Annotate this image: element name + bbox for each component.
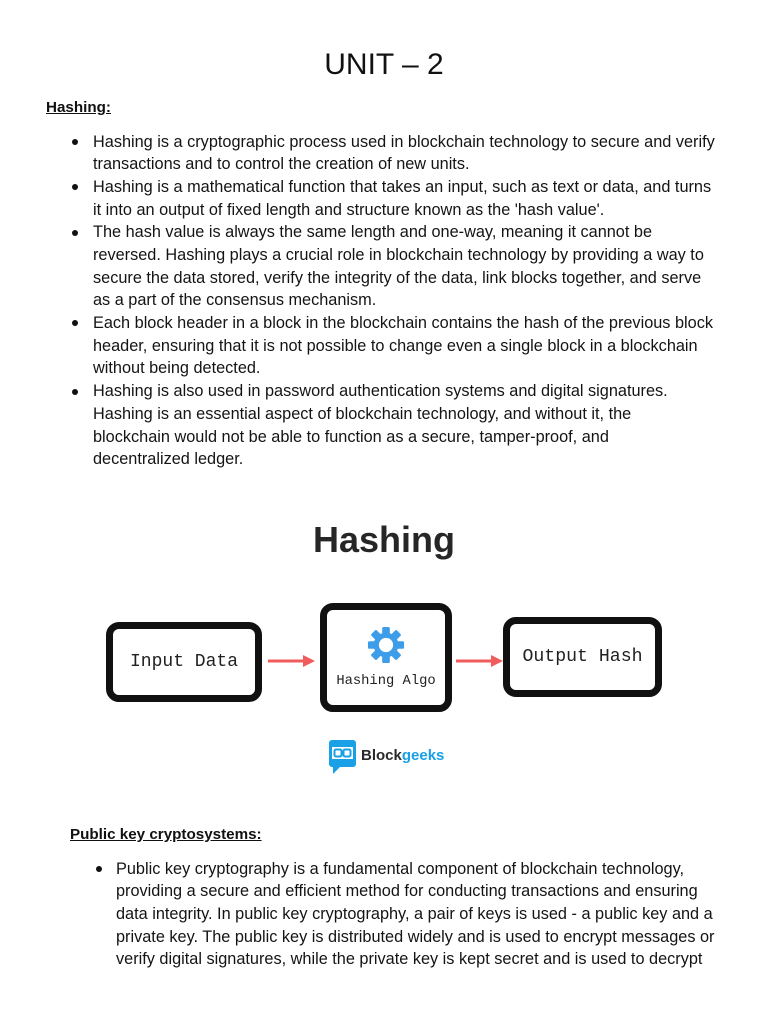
- list-item-line: providing a secure and efficient method for conducting transactions and ensuring: [116, 882, 698, 901]
- input-data-box: [106, 622, 262, 702]
- arrow-right-icon: [456, 652, 504, 670]
- output-hash-box: [503, 617, 662, 697]
- list-item-line: Public key cryptography is a fundamental component of blockchain technology,: [116, 859, 685, 878]
- hashing-bullet-list: [0, 131, 768, 471]
- list-item: [0, 858, 768, 971]
- list-item-line: reversed. Hashing plays a crucial role in blockchain technology by providing a way to: [93, 246, 704, 265]
- list-item: [0, 380, 768, 471]
- list-item-line: Hashing is also used in password authentication systems and digital signatures.: [93, 382, 668, 401]
- list-item-line: decentralized ledger.: [93, 450, 244, 469]
- list-item-line: Hashing is a mathematical function that takes an input, such as text or data, and turns: [93, 177, 712, 196]
- list-item-line: header, ensuring that it is not possible to change even a single block in a blockchain: [93, 336, 698, 355]
- bullet-marker: [72, 389, 78, 395]
- list-item: [0, 221, 768, 312]
- list-item-line: private key. The public key is distributed widely and is used to encrypt messages or: [116, 927, 715, 946]
- list-item-line: as a part of the consensus mechanism.: [93, 291, 377, 310]
- list-item-line: secure the data stored, verify the integrity of the data, link blocks together, and serve: [93, 268, 702, 287]
- list-item: [0, 176, 768, 221]
- bullet-marker: [72, 139, 78, 145]
- input-data-label: Input Data: [129, 652, 239, 672]
- blockgeeks-logo-icon: [329, 740, 356, 774]
- output-hash-label: Output Hash: [522, 647, 643, 667]
- list-item-line: blockchain would not be able to function as a secure, tamper-proof, and: [93, 427, 609, 446]
- bullet-marker: [72, 230, 78, 236]
- list-item-line: The hash value is always the same length and one-way, meaning it cannot be: [93, 223, 653, 242]
- hashing-algo-label: Hashing Algo: [336, 674, 436, 689]
- gear-icon: [367, 626, 405, 664]
- bullet-marker: [96, 866, 102, 872]
- public-key-bullet-list: [0, 858, 768, 971]
- hashing-algo-box: [320, 603, 452, 712]
- diagram-title: Hashing: [312, 519, 455, 560]
- page-title: UNIT – 2: [324, 48, 444, 81]
- section-heading-public-key: Public key cryptosystems:: [70, 826, 262, 843]
- list-item: [0, 131, 768, 176]
- list-item-line: verify digital signatures, while the private key is kept secret and is used to decrypt: [116, 950, 703, 969]
- list-item-line: Hashing is a cryptographic process used in blockchain technology to secure and verify: [93, 132, 715, 151]
- list-item-line: Hashing is an essential aspect of blockchain technology, and without it, the: [93, 404, 632, 423]
- logo-wordmark-geeks: geeks: [401, 747, 445, 764]
- list-item-line: Each block header in a block in the blockchain contains the hash of the previous block: [93, 314, 713, 333]
- blockgeeks-logo: [329, 740, 444, 774]
- section-heading-hashing: Hashing:: [46, 99, 111, 116]
- logo-wordmark: [361, 747, 444, 765]
- list-item-line: without being detected.: [93, 359, 261, 378]
- list-item-line: transactions and to control the creation of new units.: [93, 155, 470, 174]
- arrow-right-icon: [268, 652, 316, 670]
- list-item-line: data integrity. In public key cryptography, a pair of keys is used - a public key and a: [116, 904, 713, 923]
- list-item: [0, 312, 768, 380]
- list-item-line: it into an output of fixed length and structure known as the 'hash value'.: [93, 200, 605, 219]
- logo-wordmark-block: Block: [361, 747, 402, 764]
